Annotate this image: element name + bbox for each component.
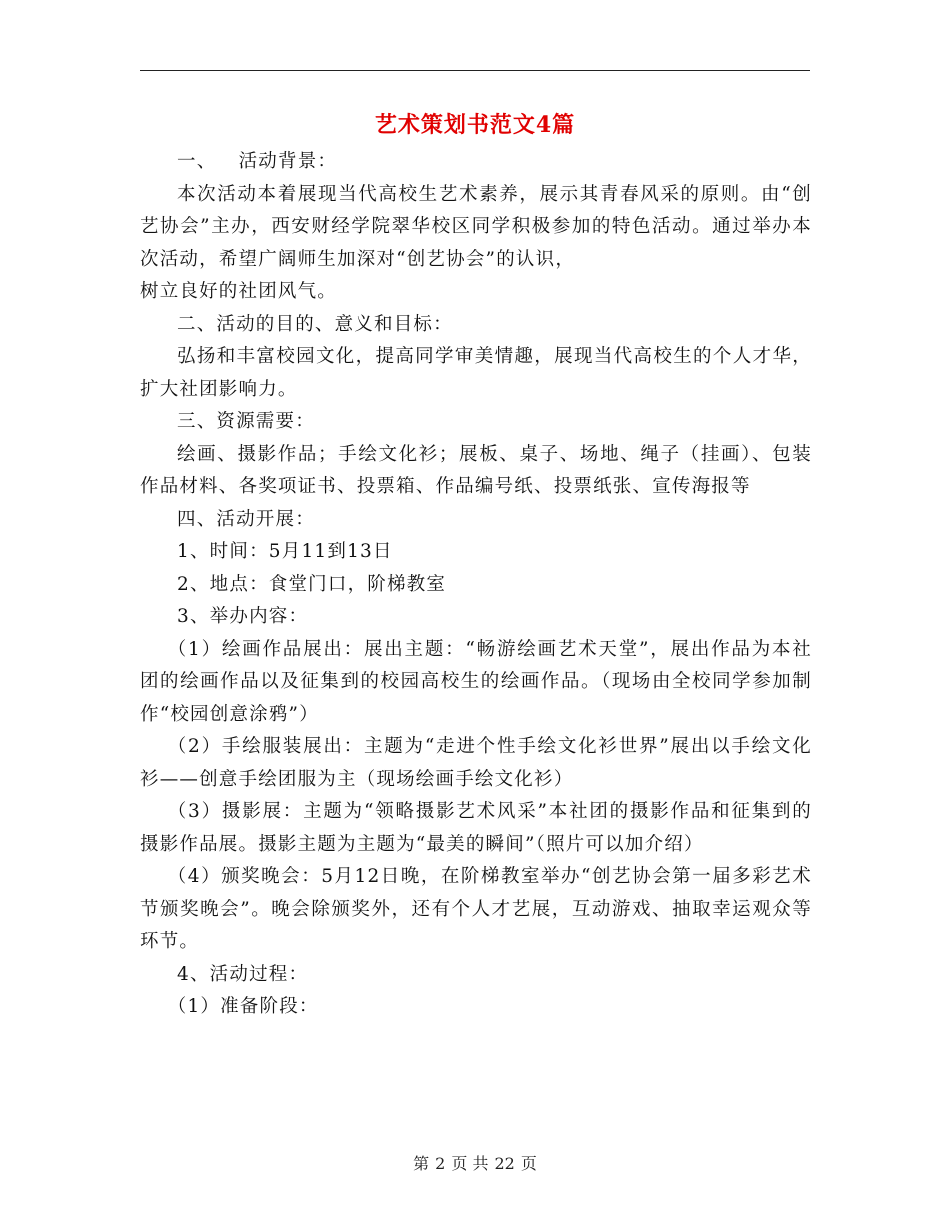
section-4-item-content: 3、举办内容： — [177, 606, 309, 627]
section-4-item-place: 2、地点：食堂门口，阶梯教室 — [177, 573, 447, 595]
header-rule — [140, 70, 810, 71]
section-1-body-tail: 树立良好的社团风气。 — [140, 281, 338, 302]
content-painting-exhibit: （1）绘画作品展出：展出主题：“畅游绘画艺术天堂”，展出作品为本社团的绘画作品以及征集到的校园高校生的绘画作品。（现场由全校同学参加制作“校园创意涂鸦”） — [140, 638, 812, 725]
section-2-body: 弘扬和丰富校园文化，提高同学审美情趣，展现当代高校生的个人才华，扩大社团影响力。 — [140, 346, 812, 400]
section-3-body: 绘画、摄影作品；手绘文化衫；展板、桌子、场地、绳子（挂画）、包装作品材料、各奖项证书、投票箱、作品编号纸、投票纸张、宣传海报等 — [140, 443, 812, 497]
section-1-body: 本次活动本着展现当代高校生艺术素养，展示其青春风采的原则。由“创艺协会”主办，西安财经学院翠华校区同学积极参加的特色活动。通过举办本次活动，希望广阔师生加深对“创艺协会”的认识， — [140, 183, 812, 270]
document-body — [140, 146, 812, 1024]
section-4-item-process: 4、活动过程： — [177, 963, 309, 985]
section-1-number: 一、 — [177, 151, 217, 172]
footer-middle: 页 共 — [451, 1154, 489, 1173]
section-1-heading — [140, 146, 812, 179]
section-2-heading: 二、活动的目的、意义和目标： — [177, 313, 453, 335]
content-clothing-exhibit: （2）手绘服装展出：主题为“走进个性手绘文化衫世界”展出以手绘文化衫——创意手绘团服为主（现场绘画手绘文化衫） — [140, 736, 812, 790]
content-award-evening: （4）颁奖晚会：5月12日晚，在阶梯教室举办“创艺协会第一届多彩艺术节颁奖晚会”。晚会除颁奖外，还有个人才艺展，互动游戏、抽取幸运观众等环节。 — [140, 866, 812, 952]
section-3-heading: 三、资源需要： — [177, 411, 315, 432]
section-4-heading: 四、活动开展： — [177, 508, 315, 530]
footer-total-pages: 22 — [494, 1154, 515, 1173]
page-footer — [0, 1152, 950, 1176]
document-title: 艺术策划书范文4篇 — [374, 112, 576, 138]
process-preparation: （1）准备阶段： — [167, 996, 319, 1017]
section-1-title: 活动背景： — [238, 151, 338, 172]
footer-suffix: 页 — [520, 1154, 537, 1173]
section-4-item-time: 1、时间：5月11到13日 — [177, 541, 393, 562]
footer-prefix: 第 — [413, 1154, 430, 1173]
footer-page-number: 2 — [435, 1154, 446, 1173]
content-photo-exhibit: （3）摄影展：主题为“领略摄影艺术风采”本社团的摄影作品和征集到的摄影作品展。摄影主题为主题为“最美的瞬间”（照片可以加介绍） — [140, 801, 812, 855]
